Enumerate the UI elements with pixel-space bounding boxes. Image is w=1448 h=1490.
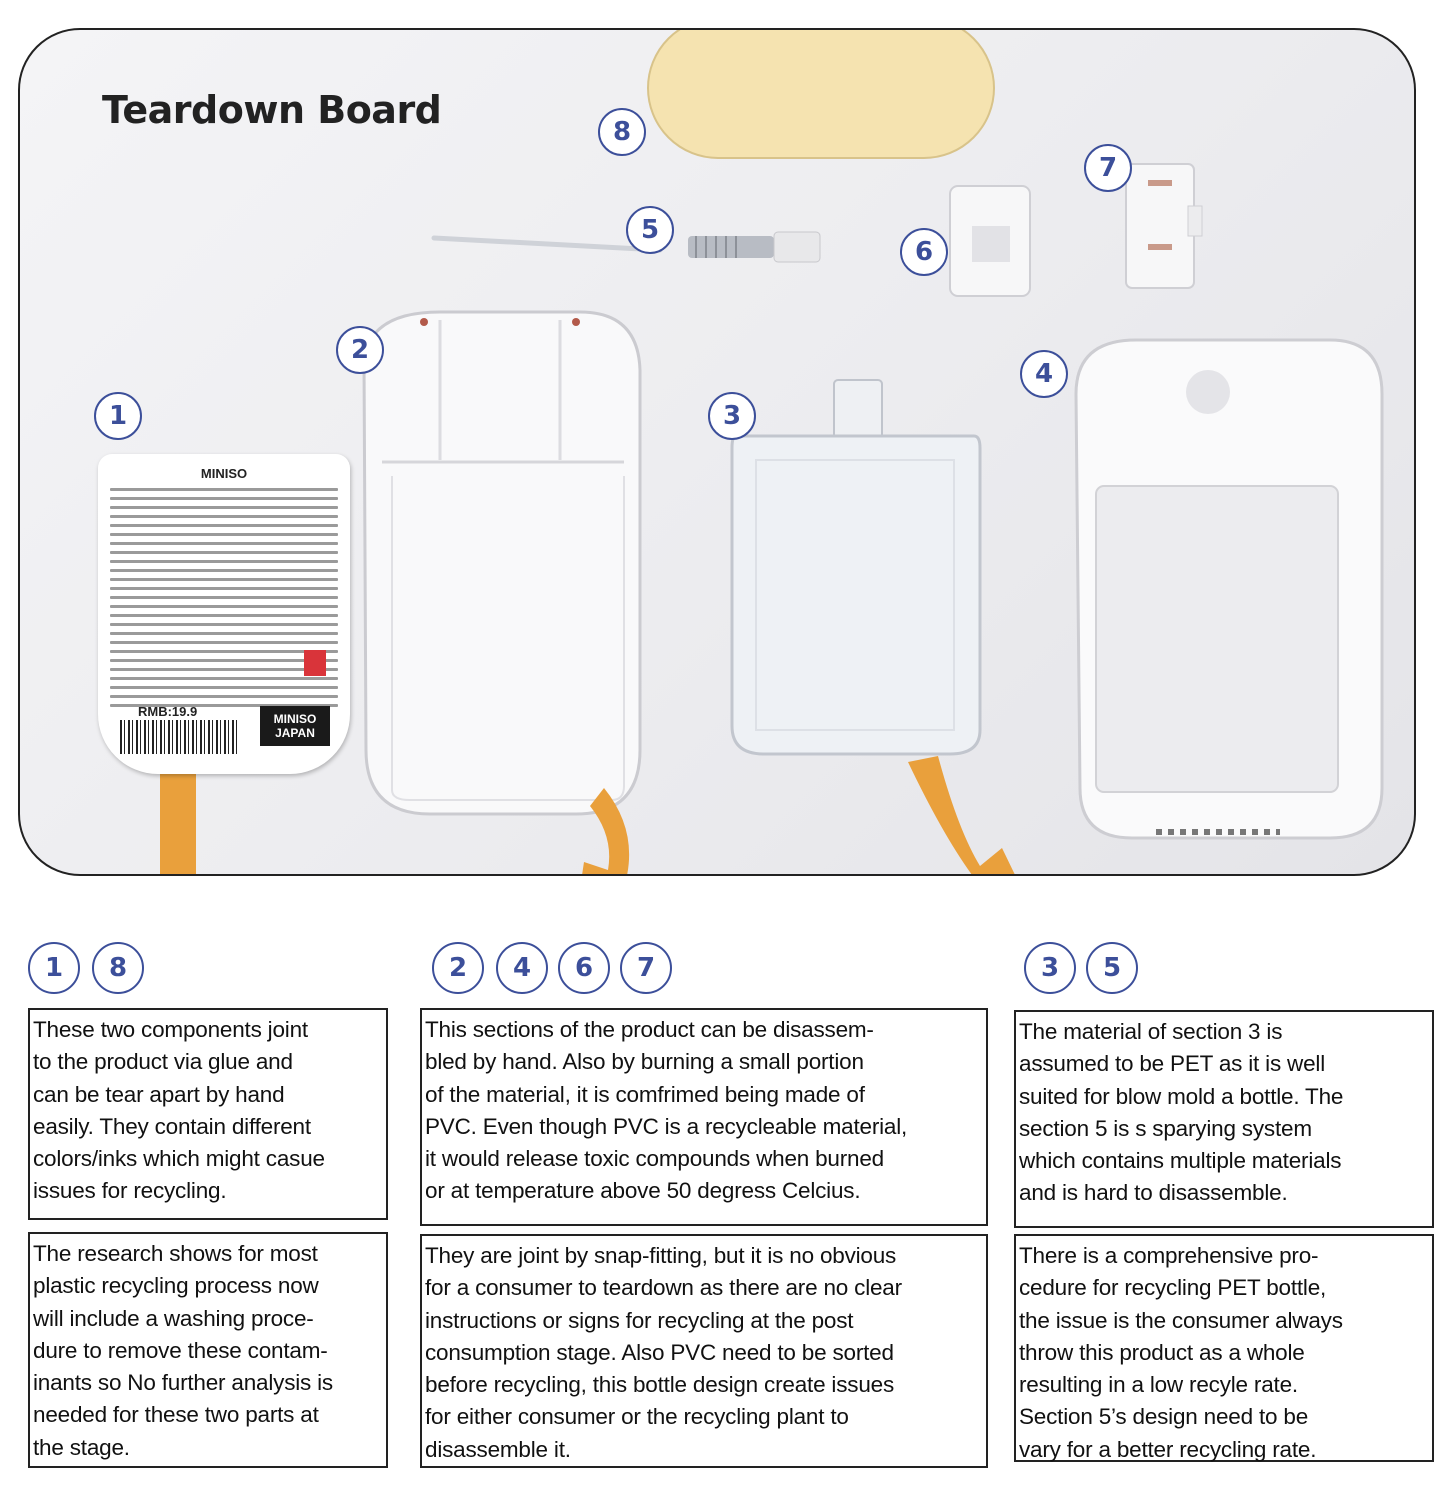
marker-1: 1 <box>94 392 142 440</box>
label-barcode <box>120 720 240 754</box>
group2-marker-6: 6 <box>558 942 610 994</box>
part-7-clip <box>1126 164 1202 288</box>
arrow-3 <box>908 756 1032 876</box>
label-brand: MINISO <box>200 466 248 481</box>
group2-marker-4: 4 <box>496 942 548 994</box>
marker-8: 8 <box>598 108 646 156</box>
group2-description: This sections of the product can be disassem- bled by hand. Also by burning a small portion of the material, it is comfrimed being made of PVC. Even though PVC is a recycleable material, it would release toxic compounds when burned or at temperature above 50 degress Celcius. <box>420 1008 988 1226</box>
group3-description: The material of section 3 is assumed to be PET as it is well suited for blow mold a bottle. The section 5 is s sparying system which contains multiple materials and is hard to disassemble. <box>1014 1010 1434 1228</box>
group1-description: These two components joint to the product via glue and can be tear apart by hand easily. They contain different colors/inks which might casue issues for recycling. <box>28 1008 388 1220</box>
group1-marker-1: 1 <box>28 942 80 994</box>
part-6-clip <box>950 186 1030 296</box>
label-logo <box>260 706 330 746</box>
group1-analysis: The research shows for most plastic recycling process now will include a washing proce- dure to remove these contam- inants so No further analysis is needed for these two parts at the stage. <box>28 1232 388 1468</box>
arrow-1 <box>148 768 210 876</box>
group3-analysis: There is a comprehensive pro- cedure for recycling PET bottle, the issue is the consumer always throw this product as a whole resulting in a low recyle rate. Section 5’s design need to be vary for a better recycling rate. <box>1014 1234 1434 1462</box>
part-4-cover <box>1076 340 1382 838</box>
part-8-sticker <box>648 28 994 158</box>
marker-4: 4 <box>1020 350 1068 398</box>
label-logo-line2: JAPAN <box>275 726 315 740</box>
board-title: Teardown Board <box>102 88 442 132</box>
group2-marker-2: 2 <box>432 942 484 994</box>
part-1-label <box>98 454 350 774</box>
marker-2: 2 <box>336 326 384 374</box>
part-2-housing <box>364 312 640 814</box>
marker-5: 5 <box>626 206 674 254</box>
group3-marker-3: 3 <box>1024 942 1076 994</box>
label-logo-line1: MINISO <box>273 711 317 726</box>
label-price: RMB:19.9 <box>138 704 198 719</box>
part-3-bottle <box>732 380 980 754</box>
group1-marker-8: 8 <box>92 942 144 994</box>
marker-3: 3 <box>708 392 756 440</box>
label-text-lines <box>110 488 338 713</box>
group3-marker-5: 5 <box>1086 942 1138 994</box>
group2-analysis: They are joint by snap-fitting, but it is no obvious for a consumer to teardown as there are no clear instructions or signs for recycling at the post consumption stage. Also PVC need to be sorted before recycling, this bottle design create issues for either consumer or the recycling plant to disassemble it. <box>420 1234 988 1468</box>
group2-marker-7: 7 <box>620 942 672 994</box>
marker-6: 6 <box>900 228 948 276</box>
marker-7: 7 <box>1084 144 1132 192</box>
teardown-board <box>18 28 1416 876</box>
label-red-stamp <box>304 650 326 676</box>
